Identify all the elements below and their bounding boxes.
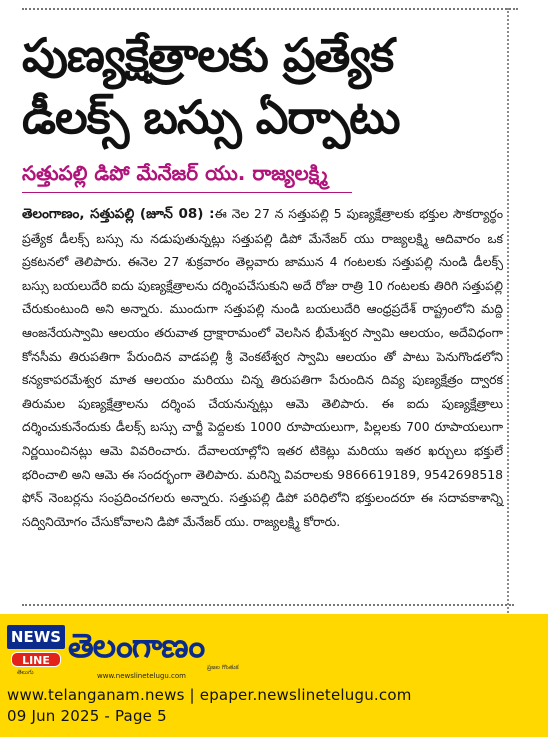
footer-url-line: www.telanganam.news | epaper.newslinetelugu.com bbox=[7, 686, 412, 704]
newsline-logo-bottom: LINE bbox=[11, 652, 61, 667]
newsline-logo-top: NEWS bbox=[7, 625, 65, 649]
article-subheadline: సత్తుపల్లి డిపో మేనేజర్ యు. రాజ్యలక్ష్మి bbox=[22, 161, 328, 185]
article-body-text: ఈ నెల 27 న సత్తుపల్లి 5 పుణ్యక్షేత్రాలకు భక్తుల సౌకర్యార్థం ప్రత్యేక డీలక్స్ బస్సు ను నడుపుతున్నట్లు సత్తుపల్లి డిపో మేనేజర్ యు రాజ్యలక్ష్మి ఆదివారం ఒక ప్రకటనలో తెలిపారు. ఈనెల 27 శుక్రవారం తెల్లవారు జామున 4 గంటలకు సత్తుపల్లి నుండి డీలక్స్ బస్సు బయలుదేరి ఐదు పుణ్యక్షేత్రాలను దర్శింపచేసుకుని అదే రోజు రాత్రి 10 గంటలకు తిరిగి సత్తుపల్లి చేరుకుంటుంది అని అన్నారు. ముందుగా సత్తుపల్లి నుండి బయలుదేరి ఆంధ్రప్రదేశ్ రాష్ట్రంలోని మద్ది ఆంజనేయస్వామి ఆలయం తరువాత ద్రాక్షారామంలో వెలసిన భీమేశ్వర స్వామి ఆలయం, అదేవిధంగా కోనసీమ తిరుపతిగా పేరుందిన వాడపల్లి శ్రీ వెంకటేశ్వర స్వామి ఆలయం తో పాటు పెనుగొండలోని కన్యకాపరమేశ్వర మాత ఆలయం మరియు చిన్న తిరుపతిగా పేరుందిన దివ్య పుణ్యక్షేత్రం ద్వారక తిరుమల పుణ్యక్షేత్రాలను దర్శింప చేయనున్నట్లు ఆమె తెలిపారు. ఈ ఐదు పుణ్యక్షేత్రాలు దర్శించుకునేందుకు డీలక్స్ బస్సు చార్జీ పెద్దలకు 1000 రూపాయలుగా, పిల్లలకు 700 రూపాయలుగా నిర్ణయించినట్లు ఆమె వివరించారు. దేవాలయాల్లోని ఇతర టికెట్లు మరియు ఇతర ఖర్చులు భక్తులే భరించాలి అని ఆమె ఈ సందర్భంగా తెలిపారు. మరిన్ని వివరాలకు 9866619189, 9542698518 ఫోన్ నెంబర్లను సంప్రదించగలరు అన్నారు. సత్తుపల్లి డిపో పరిధిలోని భక్తులందరూ ఈ సదావకాశాన్ని సద్వినియోగం చేసుకోవాలని డిపో మేనేజర్ యు. రాజ్యలక్ష్మి కోరారు. bbox=[22, 206, 503, 529]
column-divider bbox=[507, 8, 509, 613]
bottom-divider bbox=[22, 604, 514, 606]
subheadline-underline bbox=[22, 192, 352, 193]
logo-website-url: www.newslinetelugu.com bbox=[97, 672, 186, 680]
top-divider bbox=[22, 8, 518, 10]
article-dateline: తెలంగాణం, సత్తుపల్లి (జూన్ 08) : bbox=[22, 206, 215, 222]
telanganam-logo: తెలంగాణం bbox=[68, 626, 205, 665]
newsline-logo bbox=[7, 625, 65, 675]
article-body-paragraph bbox=[22, 202, 503, 533]
newsline-logo-subtitle: తెలుగు bbox=[17, 669, 34, 676]
footer-date-page: 09 Jun 2025 - Page 5 bbox=[7, 707, 167, 725]
epaper-footer bbox=[0, 614, 548, 737]
article-headline: పుణ్యక్షేత్రాలకు ప్రత్యేక డీలక్స్ బస్సు ఏర్పాటు bbox=[22, 28, 400, 144]
telanganam-tagline: ప్రజల గొంతుక bbox=[207, 664, 239, 671]
